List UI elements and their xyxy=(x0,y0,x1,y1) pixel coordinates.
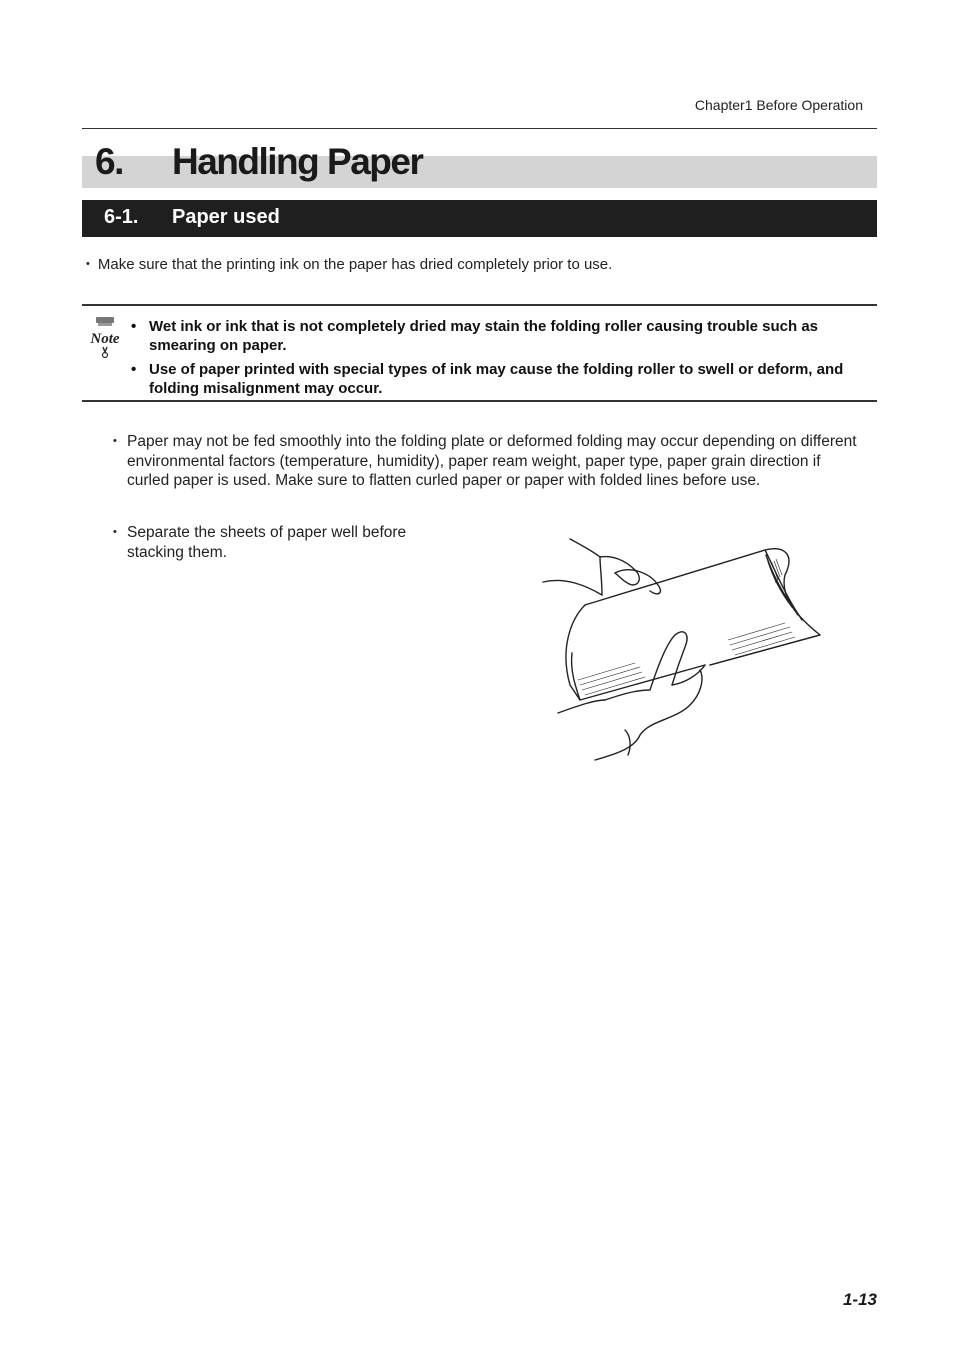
bullet-dot: • xyxy=(113,526,117,538)
note-item-text: Wet ink or ink that is not completely dried may stain the folding roller causing trouble such as smearing on paper. xyxy=(149,318,819,354)
subsection-number: 6-1. xyxy=(104,206,139,228)
bullet-dot: • xyxy=(113,435,117,447)
bullet-paragraph xyxy=(113,523,437,562)
note-item-text: Use of paper printed with special types of ink may cause the folding roller to swell or deform, and folding misalignment may occur. xyxy=(149,361,844,397)
bullet-dot: • xyxy=(131,361,137,378)
header-divider xyxy=(82,128,877,129)
chapter-header: Chapter1 Before Operation xyxy=(694,97,863,113)
intro-bullet-text: Make sure that the printing ink on the paper has dried completely prior to use. xyxy=(97,256,613,273)
note-item xyxy=(131,360,879,398)
hands-separating-paper-illustration xyxy=(540,535,830,765)
subsection-title: Paper used xyxy=(172,206,280,228)
bullet-text: Paper may not be fed smoothly into the folding plate or deformed folding may occur depending on different environmental factors (temperature, humidity), paper ream weight, paper type, paper grain direction if curled paper is used. Make sure to flatten curled paper or paper with folded lines before use. xyxy=(127,433,857,489)
note-icon xyxy=(86,316,124,358)
note-item xyxy=(131,317,879,355)
bullet-dot: • xyxy=(86,258,90,270)
section-number: 6. xyxy=(95,141,123,182)
bullet-text: Separate the sheets of paper well before stacking them. xyxy=(127,524,407,561)
page-number: 1-13 xyxy=(842,1290,877,1309)
bullet-dot: • xyxy=(131,318,137,335)
section-title: Handling Paper xyxy=(172,141,423,182)
intro-bullet xyxy=(86,256,612,273)
svg-text:Note: Note xyxy=(90,331,120,347)
note-box xyxy=(82,304,877,402)
bullet-paragraph xyxy=(113,432,867,491)
